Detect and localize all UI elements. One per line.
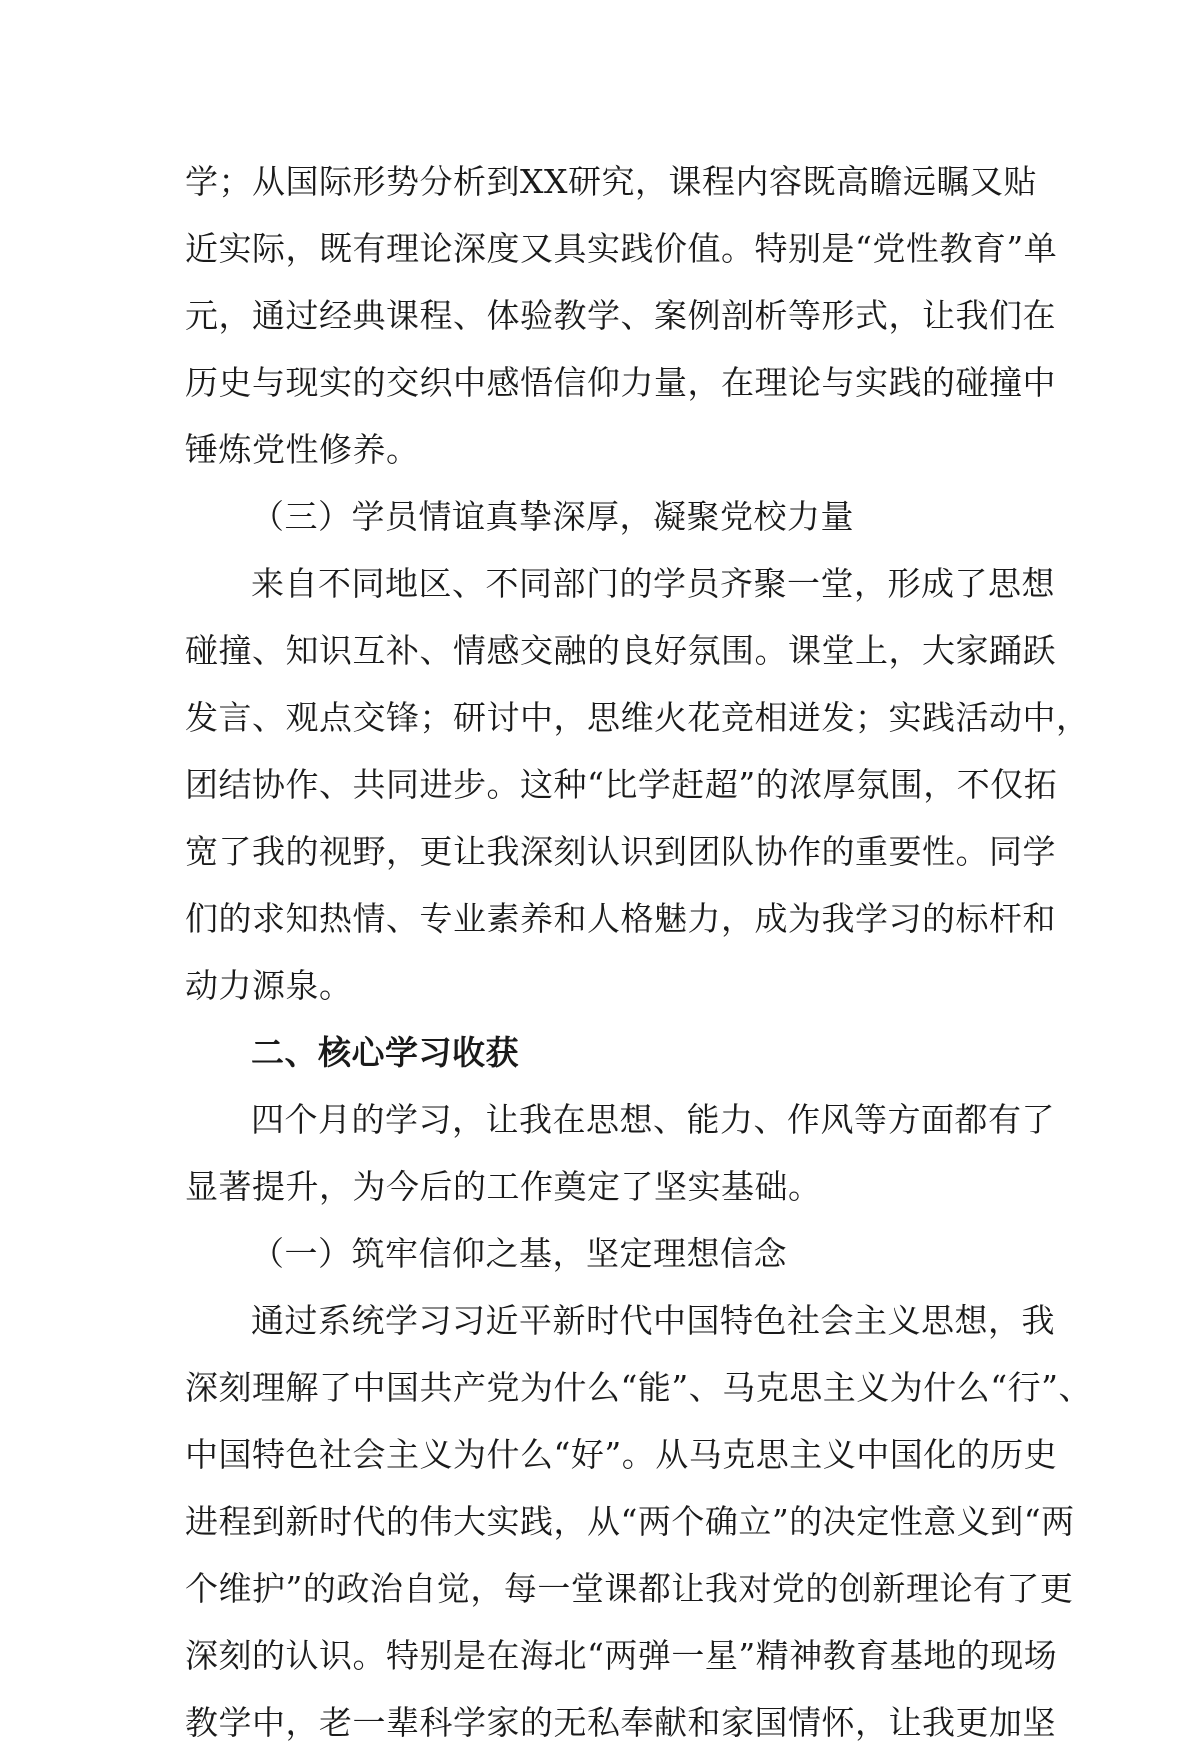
text-line: 中国特色社会主义为什么“好”。从马克思主义中国化的历史 <box>185 1435 1058 1474</box>
text-line: 进程到新时代的伟大实践，从“两个确立”的决定性意义到“两 <box>185 1502 1075 1541</box>
text-line: 发言、观点交锋；研讨中，思维火花竞相迸发；实践活动中， <box>185 698 1090 737</box>
text-line: 教学中，老一辈科学家的无私奉献和家国情怀，让我更加坚 <box>185 1703 1056 1742</box>
paragraph-course-content <box>185 148 1058 483</box>
text-line: 个维护”的政治自觉，每一堂课都让我对党的创新理论有了更 <box>185 1569 1074 1608</box>
text-line: 元，通过经典课程、体验教学、案例剖析等形式，让我们在 <box>185 296 1056 335</box>
text-line: 团结协作、共同进步。这种“比学赶超”的浓厚氛围，不仅拓 <box>185 765 1058 804</box>
text-line: 深刻的认识。特别是在海北“两弹一星”精神教育基地的现场 <box>185 1636 1058 1675</box>
text-line: 宽了我的视野，更让我深刻认识到团队协作的重要性。同学 <box>185 832 1056 871</box>
text-line: 学；从国际形势分析到XX研究，课程内容既高瞻远瞩又贴 <box>185 162 1037 201</box>
subheading-student-friendship: （三）学员情谊真挚深厚，凝聚党校力量 <box>251 497 854 536</box>
text-line: 锤炼党性修养。 <box>185 430 420 469</box>
text-line: 们的求知热情、专业素养和人格魅力，成为我学习的标杆和 <box>185 899 1056 938</box>
text-line: 深刻理解了中国共产党为什么“能”、马克思主义为什么“行”、 <box>185 1368 1092 1407</box>
text-line: 来自不同地区、不同部门的学员齐聚一堂，形成了思想 <box>251 564 1055 603</box>
paragraph-four-months <box>185 1086 1055 1220</box>
text-line: 四个月的学习，让我在思想、能力、作风等方面都有了 <box>251 1100 1055 1139</box>
text-line: 通过系统学习习近平新时代中国特色社会主义思想，我 <box>251 1301 1055 1340</box>
text-line: 近实际，既有理论深度又具实践价值。特别是“党性教育”单 <box>185 229 1058 268</box>
document-body <box>185 148 1092 1756</box>
subheading-faith-foundation: （一）筑牢信仰之基，坚定理想信念 <box>251 1234 787 1273</box>
paragraph-student-friendship <box>185 550 1090 1019</box>
text-line: 碰撞、知识互补、情感交融的良好氛围。课堂上，大家踊跃 <box>185 631 1056 670</box>
text-line: 显著提升，为今后的工作奠定了坚实基础。 <box>185 1167 822 1206</box>
text-line: 历史与现实的交织中感悟信仰力量，在理论与实践的碰撞中 <box>185 363 1056 402</box>
paragraph-systematic-study <box>185 1287 1092 1756</box>
text-line: 动力源泉。 <box>185 966 353 1005</box>
section-heading-core-gains: 二、核心学习收获 <box>251 1033 519 1072</box>
